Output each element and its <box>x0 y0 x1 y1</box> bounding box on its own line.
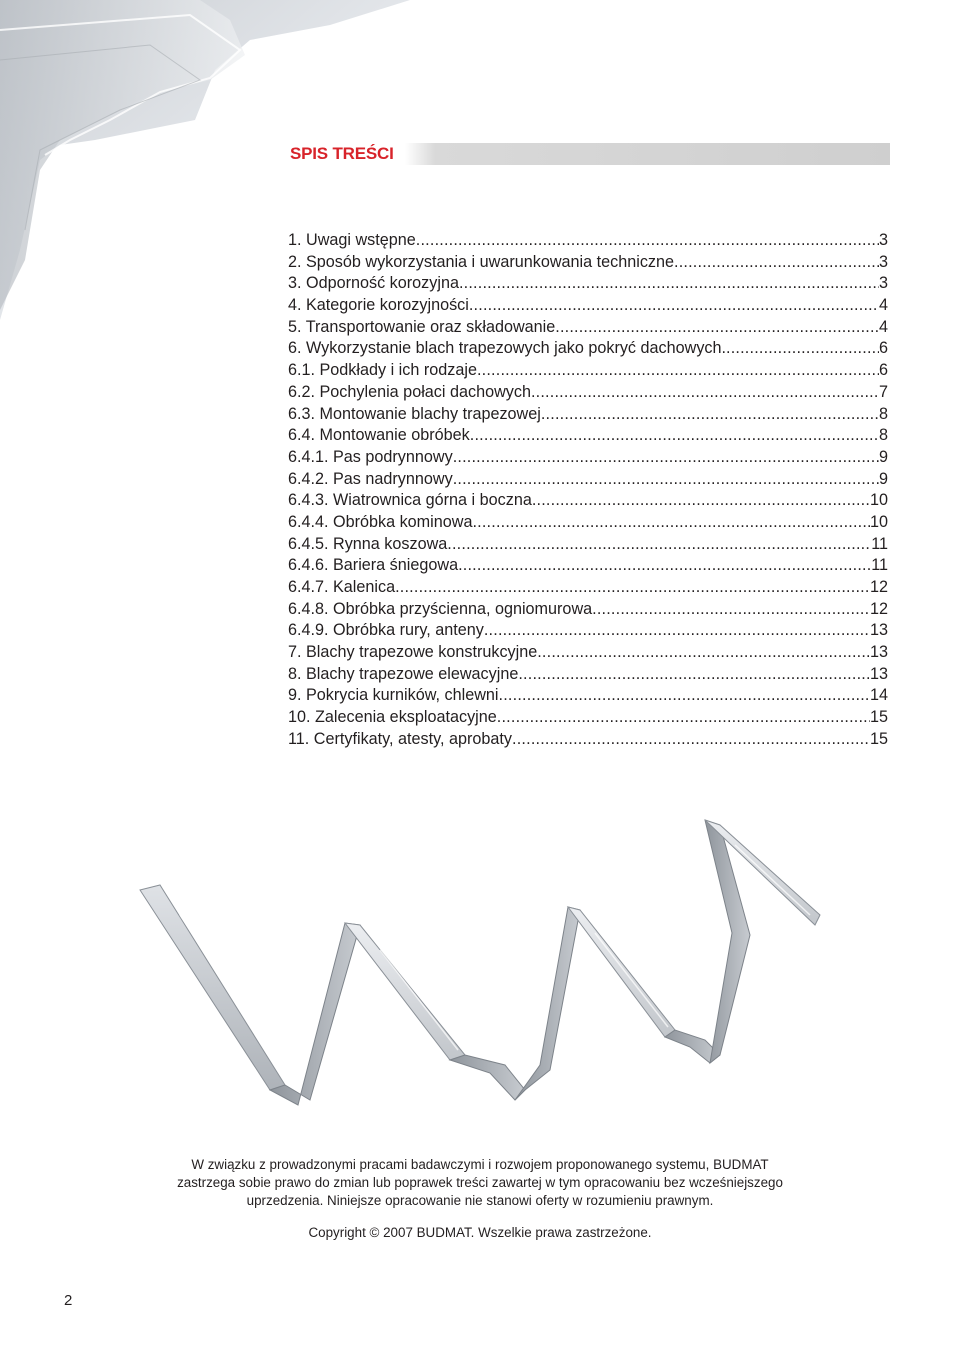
disclaimer <box>110 1156 850 1210</box>
toc-entry[interactable] <box>288 360 888 382</box>
toc-entry-title: 11. Certyfikaty, atesty, aprobaty <box>288 729 513 748</box>
toc-dot-leader <box>532 490 870 512</box>
toc-dot-leader <box>726 338 879 360</box>
toc-header-bar <box>285 143 890 165</box>
toc-title: SPIS TREŚCI <box>290 144 394 163</box>
toc-dot-leader <box>531 382 879 404</box>
toc-dot-leader <box>592 599 870 621</box>
toc-entry[interactable] <box>288 729 888 751</box>
toc-dot-leader <box>416 230 879 252</box>
toc-entry-title: 5. Transportowanie oraz składowanie <box>288 317 556 336</box>
toc-entry-title: 6.3. Montowanie blachy trapezowej <box>288 404 541 423</box>
toc-entry-title: 1. Uwagi wstępne <box>288 231 416 249</box>
toc-entry[interactable] <box>288 642 888 664</box>
toc-entry-title: 6.4.9. Obróbka rury, anteny <box>288 621 484 640</box>
toc-dot-leader <box>453 447 879 469</box>
toc-entry-title: 3. Odporność korozyjna <box>288 274 459 293</box>
toc-entry-page: 10 <box>869 491 888 510</box>
toc-entry[interactable] <box>288 447 888 469</box>
toc-entry-page: 9 <box>878 469 888 488</box>
toc-entry[interactable] <box>288 230 888 252</box>
toc-entry[interactable] <box>288 295 888 317</box>
trapezoidal-sheet-illustration <box>120 815 840 1120</box>
toc-entry-page: 6 <box>878 361 888 380</box>
toc-entry-page: 6 <box>878 339 888 358</box>
toc-entry-page: 12 <box>869 599 888 618</box>
toc-entry[interactable] <box>288 555 888 577</box>
toc-entry-page: 4 <box>878 317 888 336</box>
toc-entry-title: 6.4.6. Bariera śniegowa <box>288 556 459 575</box>
toc-dot-leader <box>469 295 879 317</box>
toc-entry[interactable] <box>288 404 888 426</box>
toc-dot-leader <box>477 360 879 382</box>
toc-dot-leader <box>541 404 879 426</box>
toc-entry-title: 6.4.8. Obróbka przyścienna, ogniomurowa <box>288 599 593 618</box>
toc-entry-page: 9 <box>878 447 888 466</box>
toc-dot-leader <box>395 577 870 599</box>
toc-dot-leader <box>447 534 871 556</box>
toc-dot-leader <box>470 425 879 447</box>
toc-entry-page: 14 <box>869 686 888 705</box>
toc-entry-page: 3 <box>878 231 888 249</box>
toc-entry-title: 6.1. Podkłady i ich rodzaje <box>288 361 477 380</box>
toc-entry-title: 6.2. Pochylenia połaci dachowych <box>288 382 531 401</box>
toc-entry-page: 7 <box>878 382 888 401</box>
toc-entry[interactable] <box>288 599 888 621</box>
toc-entry-page: 12 <box>869 578 888 596</box>
toc-dot-leader <box>484 620 870 642</box>
toc-entry-title: 6.4.3. Wiatrownica górna i boczna <box>288 491 532 510</box>
toc-entry-title: 10. Zalecenia eksploatacyjne <box>288 708 497 727</box>
toc-entry-page: 15 <box>869 708 888 727</box>
toc-entry-title: 8. Blachy trapezowe elewacyjne <box>288 664 519 683</box>
toc-entry-title: 9. Pokrycia kurników, chlewni <box>288 686 499 705</box>
toc-entry[interactable] <box>288 317 888 339</box>
toc-entry-page: 8 <box>878 426 888 445</box>
toc-entry[interactable] <box>288 469 888 491</box>
toc-entry-page: 10 <box>869 512 888 531</box>
copyright-notice: Copyright © 2007 BUDMAT. Wszelkie prawa zastrzeżone. <box>308 1225 652 1240</box>
toc-entry-page: 4 <box>878 296 888 315</box>
toc-entry-title: 6.4.5. Rynna koszowa <box>288 534 448 553</box>
toc-dot-leader <box>459 273 879 295</box>
toc-dot-leader <box>518 664 870 686</box>
toc-entry-title: 6.4.1. Pas podrynnowy <box>288 447 453 466</box>
toc-entry-page: 13 <box>869 664 888 683</box>
toc-entry[interactable] <box>288 382 888 404</box>
toc-dot-leader <box>555 317 879 339</box>
toc-entry[interactable] <box>288 707 888 729</box>
disclaimer-line: uprzedzenia. Niniejsze opracowanie nie stanowi oferty w rozumieniu prawnym. <box>246 1193 714 1208</box>
toc-entry[interactable] <box>288 512 888 534</box>
toc-dot-leader <box>458 555 871 577</box>
toc-entry-page: 11 <box>871 534 888 553</box>
toc-entry[interactable] <box>288 685 888 707</box>
toc-entry[interactable] <box>288 577 888 599</box>
toc-entry[interactable] <box>288 252 888 274</box>
toc-dot-leader <box>674 252 879 274</box>
toc-dot-leader <box>512 729 870 751</box>
toc-entry[interactable] <box>288 425 888 447</box>
toc-entry-title: 2. Sposób wykorzystania i uwarunkowania techniczne <box>288 252 675 271</box>
disclaimer-line: zastrzega sobie prawo do zmian lub poprawek treści zawartej w tym opracowaniu bez wcześniejszego <box>177 1175 783 1190</box>
toc-entry-page: 3 <box>878 252 888 271</box>
table-of-contents <box>288 230 888 751</box>
toc-entry-title: 6.4.7. Kalenica <box>288 578 396 596</box>
toc-entry[interactable] <box>288 664 888 686</box>
toc-dot-leader <box>453 469 879 491</box>
toc-entry-title: 6.4.4. Obróbka kominowa <box>288 512 473 531</box>
toc-entry[interactable] <box>288 338 888 360</box>
toc-entry-page: 8 <box>878 404 888 423</box>
page-number: 2 <box>64 1292 73 1309</box>
toc-entry-page: 15 <box>869 729 888 748</box>
toc-entry[interactable] <box>288 534 888 556</box>
toc-entry-page: 11 <box>871 556 888 575</box>
toc-entry-title: 6.4. Montowanie obróbek <box>288 426 470 445</box>
toc-entry[interactable] <box>288 273 888 295</box>
toc-dot-leader <box>499 685 870 707</box>
toc-dot-leader <box>537 642 870 664</box>
toc-entry-page: 13 <box>869 643 888 662</box>
toc-entry-title: 7. Blachy trapezowe konstrukcyjne <box>288 643 538 662</box>
toc-entry-title: 6.4.2. Pas nadrynnowy <box>288 469 453 488</box>
toc-entry[interactable] <box>288 490 888 512</box>
toc-entry[interactable] <box>288 620 888 642</box>
toc-entry-title: 4. Kategorie korozyjności <box>288 296 469 315</box>
toc-entry-page: 13 <box>869 621 888 640</box>
toc-entry-page: 3 <box>878 274 888 293</box>
toc-dot-leader <box>497 707 870 729</box>
disclaimer-line: W związku z prowadzonymi pracami badawczymi i rozwojem proponowanego systemu, BUDMAT <box>191 1157 769 1172</box>
toc-entry-title: 6. Wykorzystanie blach trapezowych jako pokryć dachowych. <box>288 339 727 358</box>
toc-dot-leader <box>472 512 870 534</box>
